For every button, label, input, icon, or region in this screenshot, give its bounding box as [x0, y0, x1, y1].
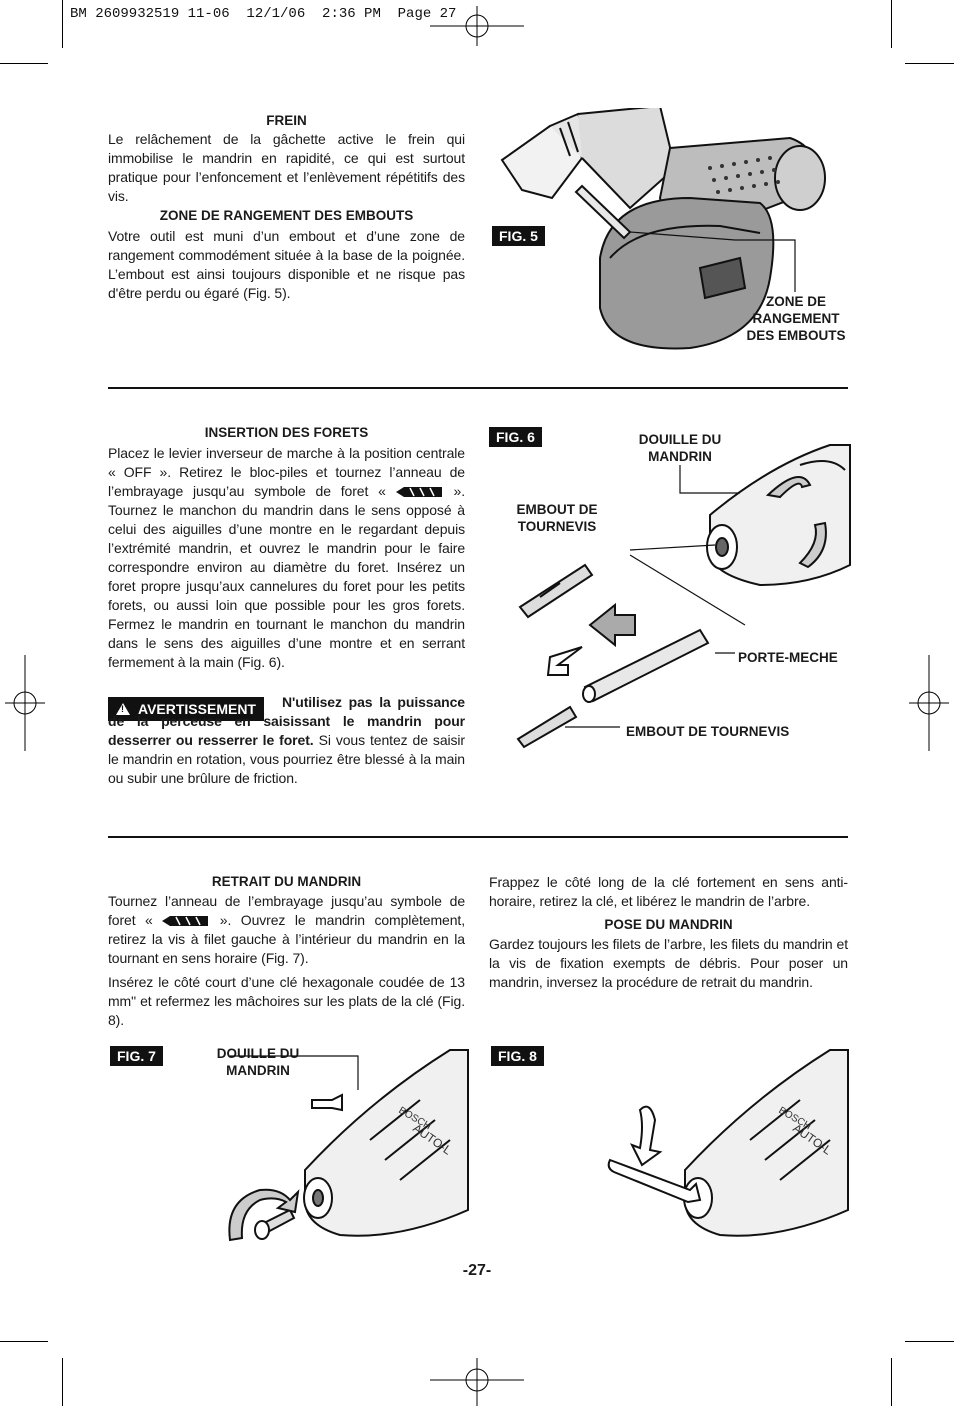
fig8-chuck-illustration: [600, 1040, 855, 1250]
fig7-auto-text: AUTO-L: [410, 1120, 455, 1158]
fig5-callout-line1: ZONE DE: [765, 294, 826, 309]
fig6-callout-embout: [507, 501, 607, 535]
fig7-callout-line2: MANDRIN: [226, 1063, 290, 1078]
fig6-callout-douille: [630, 431, 730, 465]
frein-text: Le relâchement de la gâchette active le frein qui immobilise le mandrin en rapidité, ce qui est surtout pratique pour l’enfoncement et l’enlèvement répétitifs des vis.: [108, 131, 465, 204]
drill-bit-symbol-icon: [162, 916, 210, 926]
fig7-label: FIG. 7: [110, 1046, 163, 1066]
fig8-auto-text: AUTO-L: [790, 1120, 835, 1158]
fig8-label: FIG. 8: [491, 1046, 544, 1066]
warning-bold-text: N'utilisez pas la puissance de la perceuse en saisissant le mandrin pour desserrer ou resserrer le foret.: [108, 694, 465, 748]
insertion-text: [108, 444, 465, 672]
retrait-text-1-part2: ». Ouvrez le mandrin complètement, retirez la vis à filet gauche à l’intérieur du mandrin en la tournant en sens horaire (Fig. 7).: [108, 912, 465, 966]
warning-text: [108, 693, 465, 788]
warning-body-text: Si vous tentez de saisir le mandrin en rotation, vous pourriez être blessé à la main ou subir une brûlure de friction.: [108, 732, 465, 786]
zone-text: Votre outil est muni d’un embout et d’une zone de rangement commodément située à la base de la poignée. L’embout est ainsi toujours disponible et ne risque pas d'être perdu ou égaré (Fig. 5).: [108, 228, 465, 301]
retrait-text-1-part1: Tournez l’anneau de l’embrayage jusqu’au symbole de foret «: [108, 893, 465, 928]
insertion-text-part1: Placez le levier inverseur de marche à la position centrale « OFF ». Retirez le bloc-piles et tournez l’anneau de l’embrayage jusqu’au symbole de foret «: [108, 445, 465, 499]
drill-bit-symbol-icon: [396, 487, 444, 497]
print-header: BM 2609932519 11-06 12/1/06 2:36 PM Page 27: [70, 6, 457, 22]
fig6-callout-embout-tournevis: EMBOUT DE TOURNEVIS: [626, 724, 790, 739]
fig6-embout-line1: EMBOUT DE: [516, 502, 598, 517]
fig5-callout-line3: DES EMBOUTS: [746, 328, 846, 343]
zone-title: ZONE DE RANGEMENT DES EMBOUTS: [159, 208, 414, 223]
fig5-callout: [740, 293, 852, 344]
section-divider-1: [108, 387, 848, 389]
fig7-brand-text: BOSCH: [396, 1105, 433, 1133]
frein-title: FREIN: [266, 113, 307, 128]
fig6-callout-porte-meche: PORTE-MECHE: [738, 650, 838, 665]
insertion-title: INSERTION DES FORETS: [204, 425, 369, 440]
retrait-text-3: Frappez le côté long de la clé fortement en sens anti-horaire, retirez la clé, et libérez le mandrin de l’arbre.: [489, 874, 848, 909]
retrait-text-2: Insérez le côté court d’une clé hexagonale coudée de 13 mm" et refermez les mâchoires sur les plats de la clé (Fig. 8).: [108, 974, 465, 1028]
fig5-label: FIG. 5: [492, 226, 545, 246]
section-divider-2: [108, 836, 848, 838]
fig6-chuck-illustration: [510, 425, 855, 755]
fig6-douille-line1: DOUILLE DU: [638, 432, 722, 447]
retrait-title: RETRAIT DU MANDRIN: [211, 874, 362, 889]
fig5-callout-line2: RANGEMENT: [752, 311, 840, 326]
fig7-callout-line1: DOUILLE DU: [216, 1046, 300, 1061]
warning-label: AVERTISSEMENT: [138, 701, 256, 717]
insertion-text-part2: ». Tournez le manchon du mandrin dans le sens opposé à celui des aiguilles d’une montre en le regardant depuis l’extrémité mandrin, et ouvrez le mandrin pour le faire correspondre environ au diamètre du foret. Insérez un foret propre jusqu’aux cannelures du foret pour les petits forets, ou aussi loin que possible pour les gros forets. Fermez le mandrin en tournant le manchon du mandrin dans le sens des aiguilles d’une montre et en serrant fermement à la main (Fig. 6).: [108, 483, 465, 670]
fig7-chuck-illustration: [220, 1040, 470, 1265]
fig8-brand-text: BOSCH: [776, 1105, 813, 1133]
pose-text: Gardez toujours les filets de l’arbre, les filets du mandrin et la vis de fixation exempts de débris. Pour poser un mandrin, inversez la procédure de retrait du mandrin.: [489, 936, 848, 990]
fig6-embout-line2: TOURNEVIS: [517, 519, 597, 534]
retrait-text-1: [108, 892, 465, 968]
fig6-douille-line2: MANDRIN: [648, 449, 712, 464]
page-number: -27-: [462, 1262, 492, 1279]
fig6-label: FIG. 6: [489, 427, 542, 447]
pose-title: POSE DU MANDRIN: [604, 917, 733, 932]
